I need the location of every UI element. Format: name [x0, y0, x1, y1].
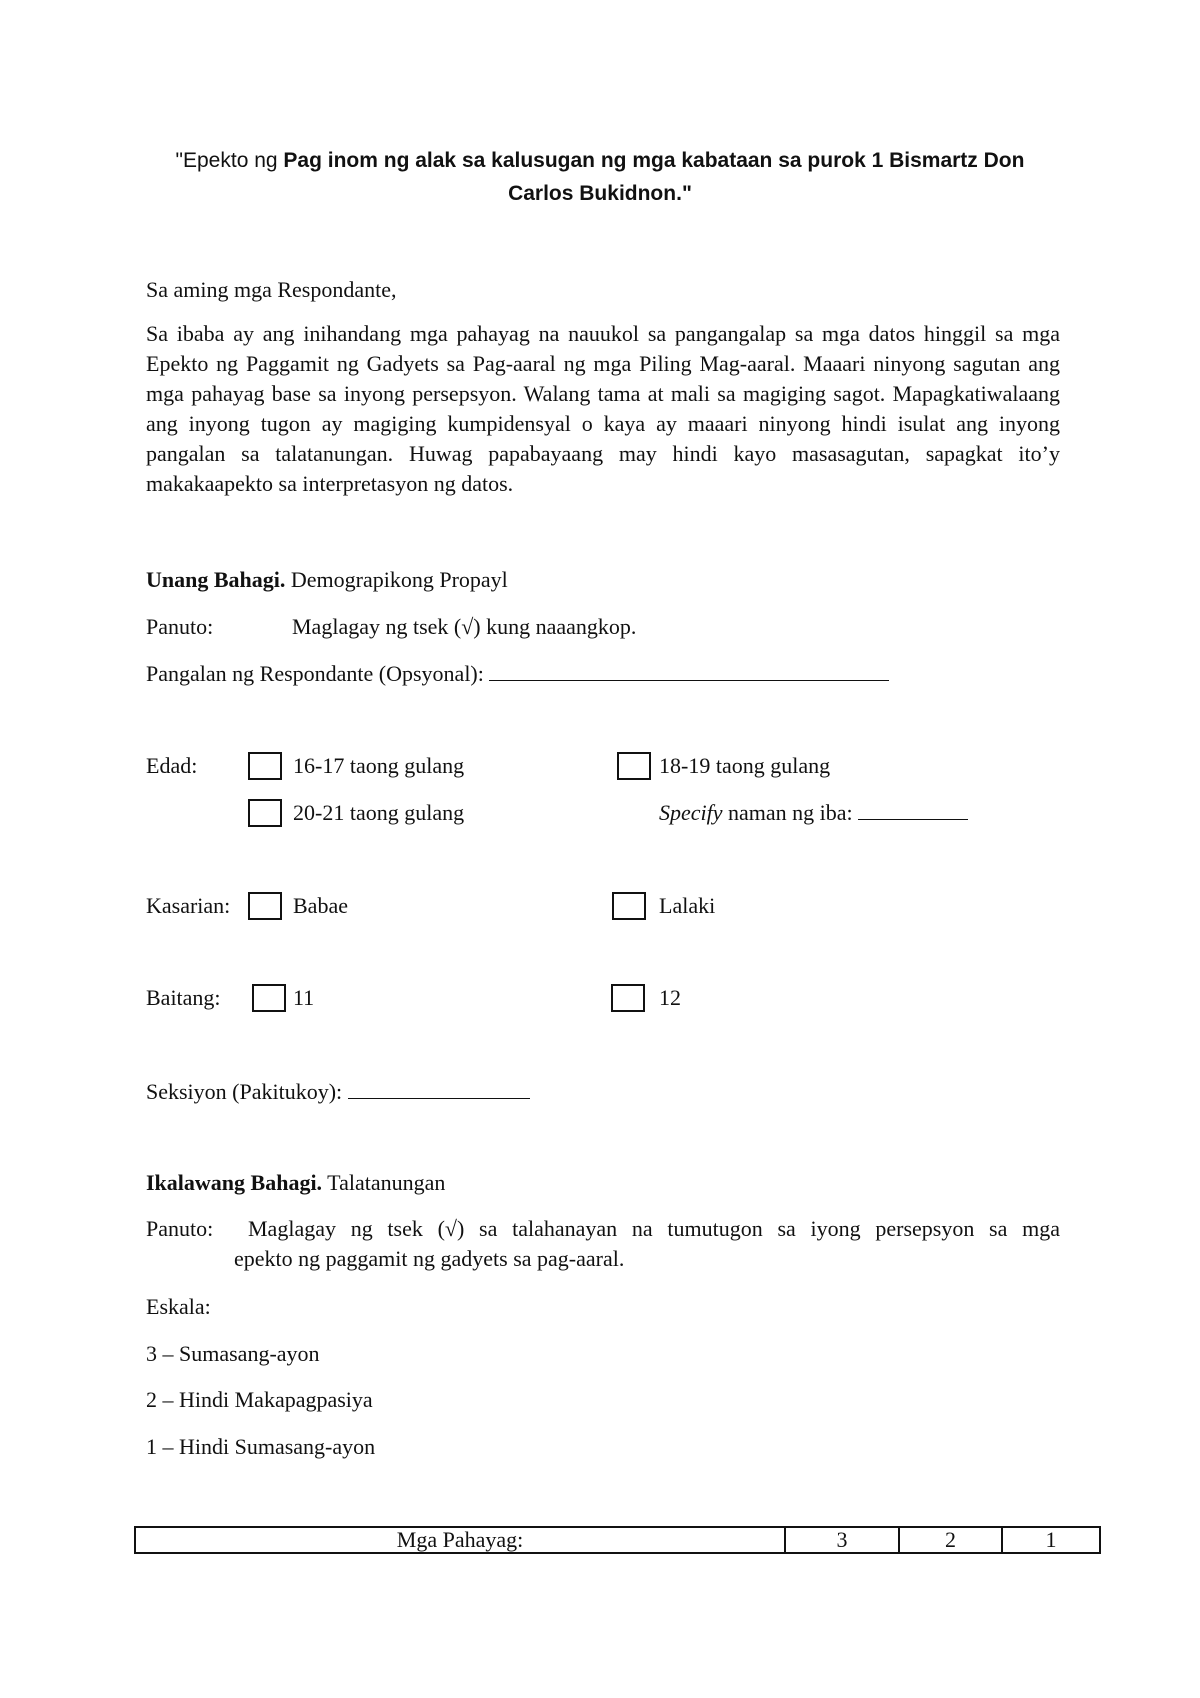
edad-18-19-checkbox[interactable]: [617, 752, 651, 780]
part1-heading-bold: Unang Bahagi.: [146, 567, 286, 592]
col-header-3: 3: [785, 1527, 899, 1553]
seksiyon-field[interactable]: [348, 1080, 530, 1099]
kasarian-babae-checkbox[interactable]: [248, 892, 282, 920]
edad-20-21-label: 20-21 taong gulang: [293, 800, 465, 825]
part1-heading: [146, 565, 508, 595]
edad-specify-text: naman ng iba:: [722, 800, 859, 825]
part1-panuto-label: Panuto:: [146, 614, 214, 639]
baitang-12-checkbox[interactable]: [611, 984, 645, 1012]
part2-heading-bold: Ikalawang Bahagi.: [146, 1170, 323, 1195]
part2-panuto-line2: epekto ng paggamit ng gadyets sa pag-aaral.: [234, 1246, 625, 1271]
col-header-pahayag: Mga Pahayag:: [135, 1527, 785, 1553]
document-title: [140, 144, 1060, 210]
kasarian-lalaki-label: Lalaki: [659, 893, 716, 918]
scale-item-1: 1 – Hindi Sumasang-ayon: [146, 1434, 376, 1459]
respondent-name-label: Pangalan ng Respondante (Opsyonal):: [146, 661, 490, 686]
edad-16-17-checkbox[interactable]: [248, 752, 282, 780]
title-quote-open: ": [175, 149, 183, 172]
seksiyon-label: Seksiyon (Pakitukoy):: [146, 1079, 348, 1104]
kasarian-lalaki-checkbox[interactable]: [612, 892, 646, 920]
seksiyon-row: [146, 1077, 530, 1107]
intro-paragraph: Sa ibaba ay ang inihandang mga pahayag na nauukol sa pangangalap sa mga datos hinggil sa mga Epekto ng Paggamit ng Gadyets sa Pag-aaral ng mga Piling Mag-aaral. Maaari ninyong sagutan ang mga pahayag base sa inyong persepsyon. Walang tama at mali sa magiging sagot. Mapagkatiwalaang ang inyong tugon ay magiging kumpidensyal o kaya ay maaari ninyong hindi isulat ang inyong pangalan sa talatanungan. Huwag papabayaang may hindi kayo masasagutan, sapagkat ito’y makakaapekto sa interpretasyon ng datos.: [146, 321, 1060, 496]
greeting: Sa aming mga Respondante,: [146, 277, 397, 302]
edad-label: Edad:: [146, 753, 198, 778]
part1-heading-rest: Demograpikong Propayl: [285, 567, 508, 592]
baitang-11-checkbox[interactable]: [252, 984, 286, 1012]
respondent-name-row: [146, 659, 889, 689]
part1-panuto-text: Maglagay ng tsek (√) kung naaangkop.: [292, 614, 637, 639]
scale-item-2: 2 – Hindi Makapagpasiya: [146, 1387, 373, 1412]
title-bold: Pag inom ng alak sa kalusugan ng mga kabataan sa purok 1 Bismartz Don Carlos Bukidnon.: [283, 149, 1025, 205]
table-header-row: [135, 1527, 1100, 1553]
edad-specify-row: [659, 798, 968, 828]
edad-16-17-label: 16-17 taong gulang: [293, 753, 465, 778]
pahayag-table: [134, 1526, 1101, 1554]
part2-panuto: [146, 1214, 1060, 1274]
baitang-12-label: 12: [659, 985, 681, 1010]
respondent-name-field[interactable]: [489, 662, 889, 681]
col-header-2: 2: [899, 1527, 1002, 1553]
edad-20-21-checkbox[interactable]: [248, 799, 282, 827]
baitang-label: Baitang:: [146, 985, 221, 1010]
edad-18-19-label: 18-19 taong gulang: [659, 753, 831, 778]
edad-specify-italic: Specify: [659, 800, 723, 825]
scale-item-3: 3 – Sumasang-ayon: [146, 1341, 320, 1366]
eskala-label: Eskala:: [146, 1294, 211, 1319]
edad-specify-field[interactable]: [858, 801, 968, 820]
kasarian-babae-label: Babae: [293, 893, 348, 918]
part2-heading-rest: Talatanungan: [322, 1170, 446, 1195]
part2-heading: [146, 1168, 445, 1198]
part2-panuto-line1: Maglagay ng tsek (√) sa talahanayan na tumutugon sa iyong persepsyon sa mga: [248, 1216, 1060, 1241]
col-header-1: 1: [1002, 1527, 1100, 1553]
kasarian-label: Kasarian:: [146, 893, 231, 918]
baitang-11-label: 11: [293, 985, 315, 1010]
title-quote-close: ": [681, 182, 692, 205]
part2-panuto-label: Panuto:: [146, 1216, 214, 1241]
title-regular: Epekto ng: [183, 149, 284, 172]
